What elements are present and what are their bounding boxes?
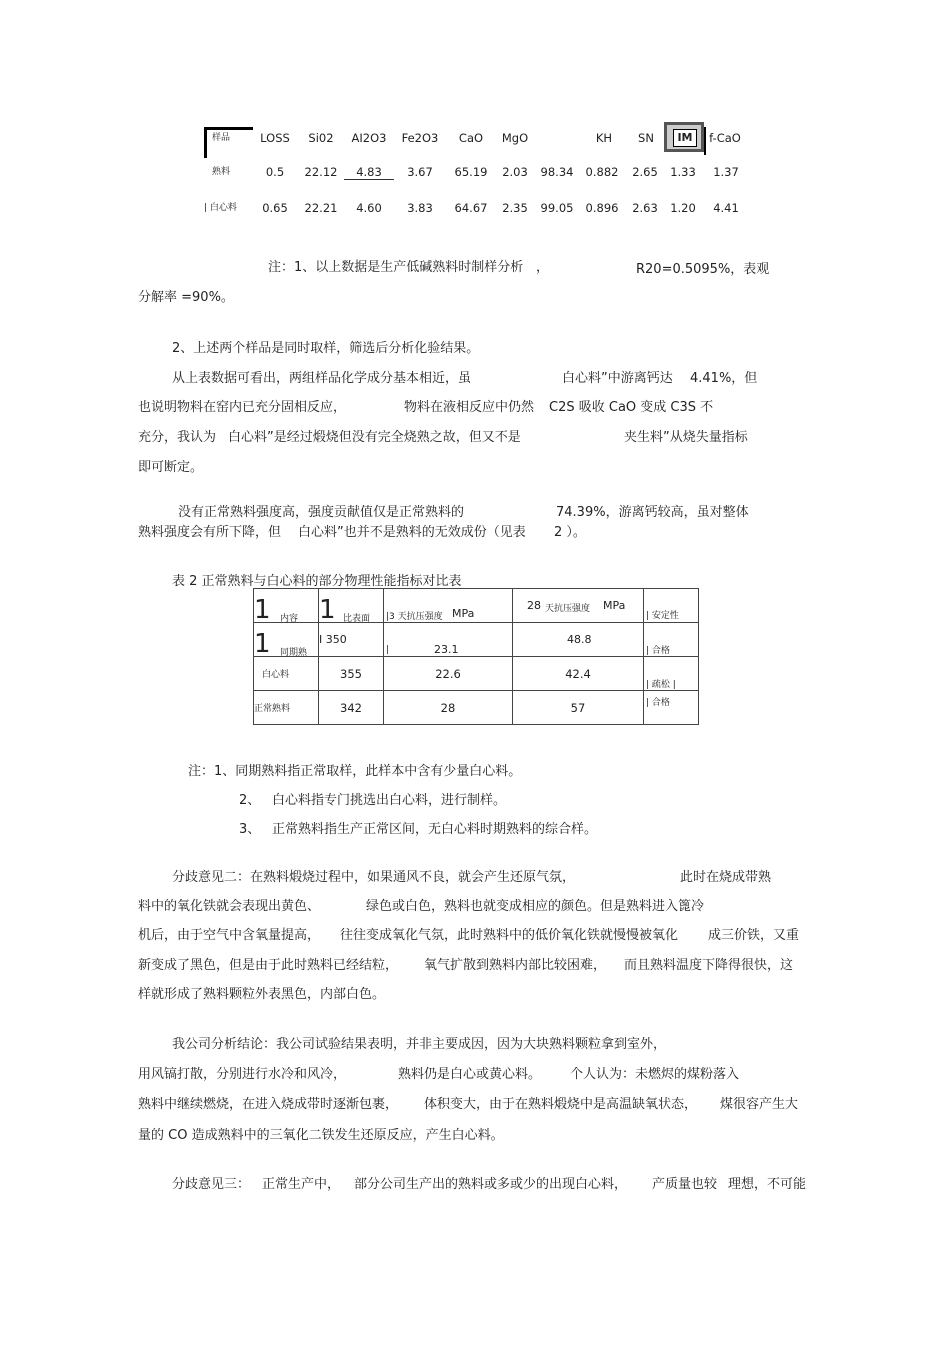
row2-stab-cell (644, 657, 699, 691)
para7-d: 产质量也较 (652, 1177, 718, 1192)
note2-l3: 正常熟料指生产正常区间，无白心料时期熟料的综合样。 (272, 822, 598, 837)
note2-l2-num: 2、 (239, 793, 261, 808)
row1-cell: 2.65 (632, 165, 658, 179)
head-d28: 天抗压强度 (545, 604, 591, 614)
para6-l2b: 熟料仍是白心或黄心料。 (398, 1067, 542, 1082)
row3-name: 正常熟料 (254, 704, 291, 714)
head-content: 内容 (280, 614, 299, 624)
head-stab: | 安定性 (646, 611, 679, 621)
row1-area-cell (319, 623, 384, 657)
head-d28-unit: MPa (603, 599, 626, 612)
header-im: IM (673, 129, 697, 147)
row2-name: 白心料 (262, 670, 290, 680)
row2-cell: 22.21 (304, 201, 338, 215)
row1-stab: | 合格 (646, 646, 670, 656)
para3-l4: 即可断定。 (138, 460, 204, 475)
head-area: 比表面 (343, 614, 371, 624)
row2-name: | 白心料 (204, 203, 237, 213)
note1-line2: 分解率 =90%。 (138, 290, 234, 305)
para5-l3c: 成三价铁，又重 (708, 928, 800, 943)
para4-l2a: 熟料强度会有所下降，但 (138, 525, 282, 540)
para5-l1a: 分歧意见二：在熟料煅烧过程中，如果通风不良，就会产生还原气氛， (172, 870, 576, 885)
para3-l1b: 白心料”中游离钙达 (562, 371, 673, 386)
row2-stab: | 疏松 | (646, 680, 676, 690)
head-d3-cell (384, 589, 513, 623)
header-cao: CaO (458, 131, 484, 145)
para3-l2a: 也说明物料在窑内已充分固相反应， (138, 400, 347, 415)
para6-l3a: 熟料中继续燃烧，在进入烧成带时逐渐包裹， (138, 1097, 399, 1112)
row1-d3-bar: | (386, 645, 390, 655)
head-stab-cell (644, 589, 699, 623)
header-fe2o3: Fe2O3 (401, 131, 439, 145)
para3-l1c: 4.41%，但 (690, 371, 758, 386)
head-content-cell (254, 589, 319, 623)
head-d28-cell (513, 589, 644, 623)
row3-d3: 28 (384, 691, 513, 725)
header-sample: 样品 (212, 133, 231, 143)
para5-l3a: 机后，由于空气中含氧量提高， (138, 928, 321, 943)
row1-mark: 1 (254, 629, 271, 659)
header-kh: KH (595, 131, 613, 145)
row1-cell: 0.882 (585, 165, 619, 179)
row1-d28: 48.8 (567, 633, 592, 646)
row2-cell: 1.20 (670, 201, 696, 215)
para7-e: 理想，不可能 (728, 1177, 807, 1192)
para6-l2c: 个人认为：未燃烬的煤粉落入 (570, 1067, 740, 1082)
row1-cell: 1.37 (713, 165, 739, 179)
row2-cell: 64.67 (454, 201, 488, 215)
para5-l5: 样就形成了熟料颗粒外表黑色，内部白色。 (138, 987, 386, 1002)
para6-l3b: 体积变大，由于在熟料煅烧中是高温缺氧状态， (424, 1097, 698, 1112)
header-loss: LOSS (260, 131, 290, 145)
row2-d28: 42.4 (513, 657, 644, 691)
para7-b: 正常生产中， (262, 1177, 341, 1192)
head-d28-num: 28 (527, 599, 541, 612)
physical-table (253, 588, 699, 725)
head-d3: |3 天抗压强度 (386, 612, 443, 622)
para4-l2c: 2 ）。 (554, 525, 586, 540)
row1-area: I 350 (319, 633, 347, 646)
row1-cell: 1.33 (670, 165, 696, 179)
row1-name: 熟料 (212, 167, 231, 177)
row2-cell: 4.41 (713, 201, 739, 215)
head-area-cell (319, 589, 384, 623)
row1-cell-underlined: 4.83 (344, 165, 394, 180)
head-mark2: 1 (319, 595, 336, 625)
para7-c: 部分公司生产出的熟料或多或少的出现白心料， (354, 1177, 628, 1192)
note2-l3-num: 3、 (239, 822, 261, 837)
para3-l3a: 充分，我认为 (138, 430, 217, 445)
para5-l4c: 而且熟料温度下降得很快，这 (624, 958, 794, 973)
row2-cell: 0.896 (585, 201, 619, 215)
note2-l2: 白心料指专门挑选出白心料，进行制样。 (272, 793, 507, 808)
para5-l4a: 新变成了黑色，但是由于此时熟料已经结粒， (138, 958, 399, 973)
para3-l3b: 白心料”是经过煅烧但没有完全烧熟之故，但又不是 (228, 430, 521, 445)
para6-l3c: 煤很容产生大 (720, 1097, 799, 1112)
para4-l1a: 没有正常熟料强度高，强度贡献值仅是正常熟料的 (178, 505, 465, 520)
row2-d3: 22.6 (384, 657, 513, 691)
row1-name: 同期熟 (280, 648, 308, 658)
para3-l1a: 从上表数据可看出，两组样品化学成分基本相近，虽 (172, 371, 472, 386)
para5-l4b: 氧气扩散到熟料内部比较困难， (424, 958, 607, 973)
para4-l1b: 74.39%，游离钙较高，虽对整体 (556, 505, 749, 520)
para3-l2c: C2S 吸收 CaO 变成 C3S 不 (549, 400, 714, 415)
table2-caption: 表 2 正常熟料与白心料的部分物理性能指标对比表 (172, 574, 462, 589)
para5-l2a: 料中的氧化铁就会表现出黄色、 (138, 899, 321, 914)
row1-cell: 22.12 (304, 165, 338, 179)
header-al2o3: AI2O3 (351, 131, 387, 145)
head-d3-unit: MPa (452, 607, 475, 620)
row2-cell: 0.65 (262, 201, 288, 215)
header-mgo: MgO (501, 131, 529, 145)
head-mark1: 1 (254, 595, 271, 625)
row3-stab-cell (644, 691, 699, 725)
row1-cell: 2.03 (502, 165, 528, 179)
para3-l2b: 物料在液相反应中仍然 (404, 400, 535, 415)
row2-cell: 2.35 (502, 201, 528, 215)
note1-line1-left: 注：1、以上数据是生产低碱熟料时制样分析 (268, 260, 524, 275)
row1-d3: 23.1 (434, 643, 459, 656)
para5-l3b: 往往变成氧化气氛，此时熟料中的低价氧化铁就慢慢被氧化 (340, 928, 679, 943)
row3-area: 342 (319, 691, 384, 725)
row2-cell: 99.05 (540, 201, 574, 215)
note2-l1: 注：1、同期熟料指正常取样，此样本中含有少量白心料。 (188, 764, 522, 779)
row1-cell: 3.67 (407, 165, 433, 179)
row3-stab: | 合格 (646, 698, 670, 708)
para6-l4: 量的 CO 造成熟料中的三氧化二铁发生还原反应，产生白心料。 (138, 1128, 504, 1143)
para5-l2b: 绿色或白色，熟料也就变成相应的颜色。但是熟料进入篦冷 (366, 899, 705, 914)
row1-cell: 65.19 (454, 165, 488, 179)
para3-l3c: 夹生料”从烧失量指标 (624, 430, 748, 445)
row2-area: 355 (319, 657, 384, 691)
row1-d3-cell (384, 623, 513, 657)
para7-a: 分歧意见三： (172, 1177, 251, 1192)
row2-cell: 3.83 (407, 201, 433, 215)
row2-cell: 4.60 (356, 201, 382, 215)
row1-cell: 98.34 (540, 165, 574, 179)
note1-line1-comma: ， (536, 260, 550, 275)
row1-stab-cell (644, 623, 699, 657)
row3-name-cell (254, 691, 319, 725)
para4-l2b: 白心料”也并不是熟料的无效成份（见表 (298, 525, 526, 540)
row2-name-cell (254, 657, 319, 691)
row2-cell: 2.63 (632, 201, 658, 215)
para6-l2a: 用风镐打散，分别进行水冷和风冷， (138, 1067, 347, 1082)
row3-d28: 57 (513, 691, 644, 725)
note1-line1-right: R20=0.5095%，表观 (636, 262, 770, 277)
row1-d28-cell (513, 623, 644, 657)
para5-l1b: 此时在烧成带熟 (680, 870, 772, 885)
header-sio2: Si02 (308, 131, 334, 145)
row-name-cell (254, 623, 319, 657)
row1-cell: 0.5 (265, 165, 285, 179)
para2: 2、上述两个样品是同时取样，筛选后分析化验结果。 (172, 341, 480, 356)
para6-l1: 我公司分析结论：我公司试验结果表明，并非主要成因，因为大块熟料颗粒拿到室外， (172, 1037, 667, 1052)
header-sn: SN (638, 131, 654, 145)
header-fcao: f-CaO (709, 131, 741, 145)
header-im-box (664, 122, 704, 152)
